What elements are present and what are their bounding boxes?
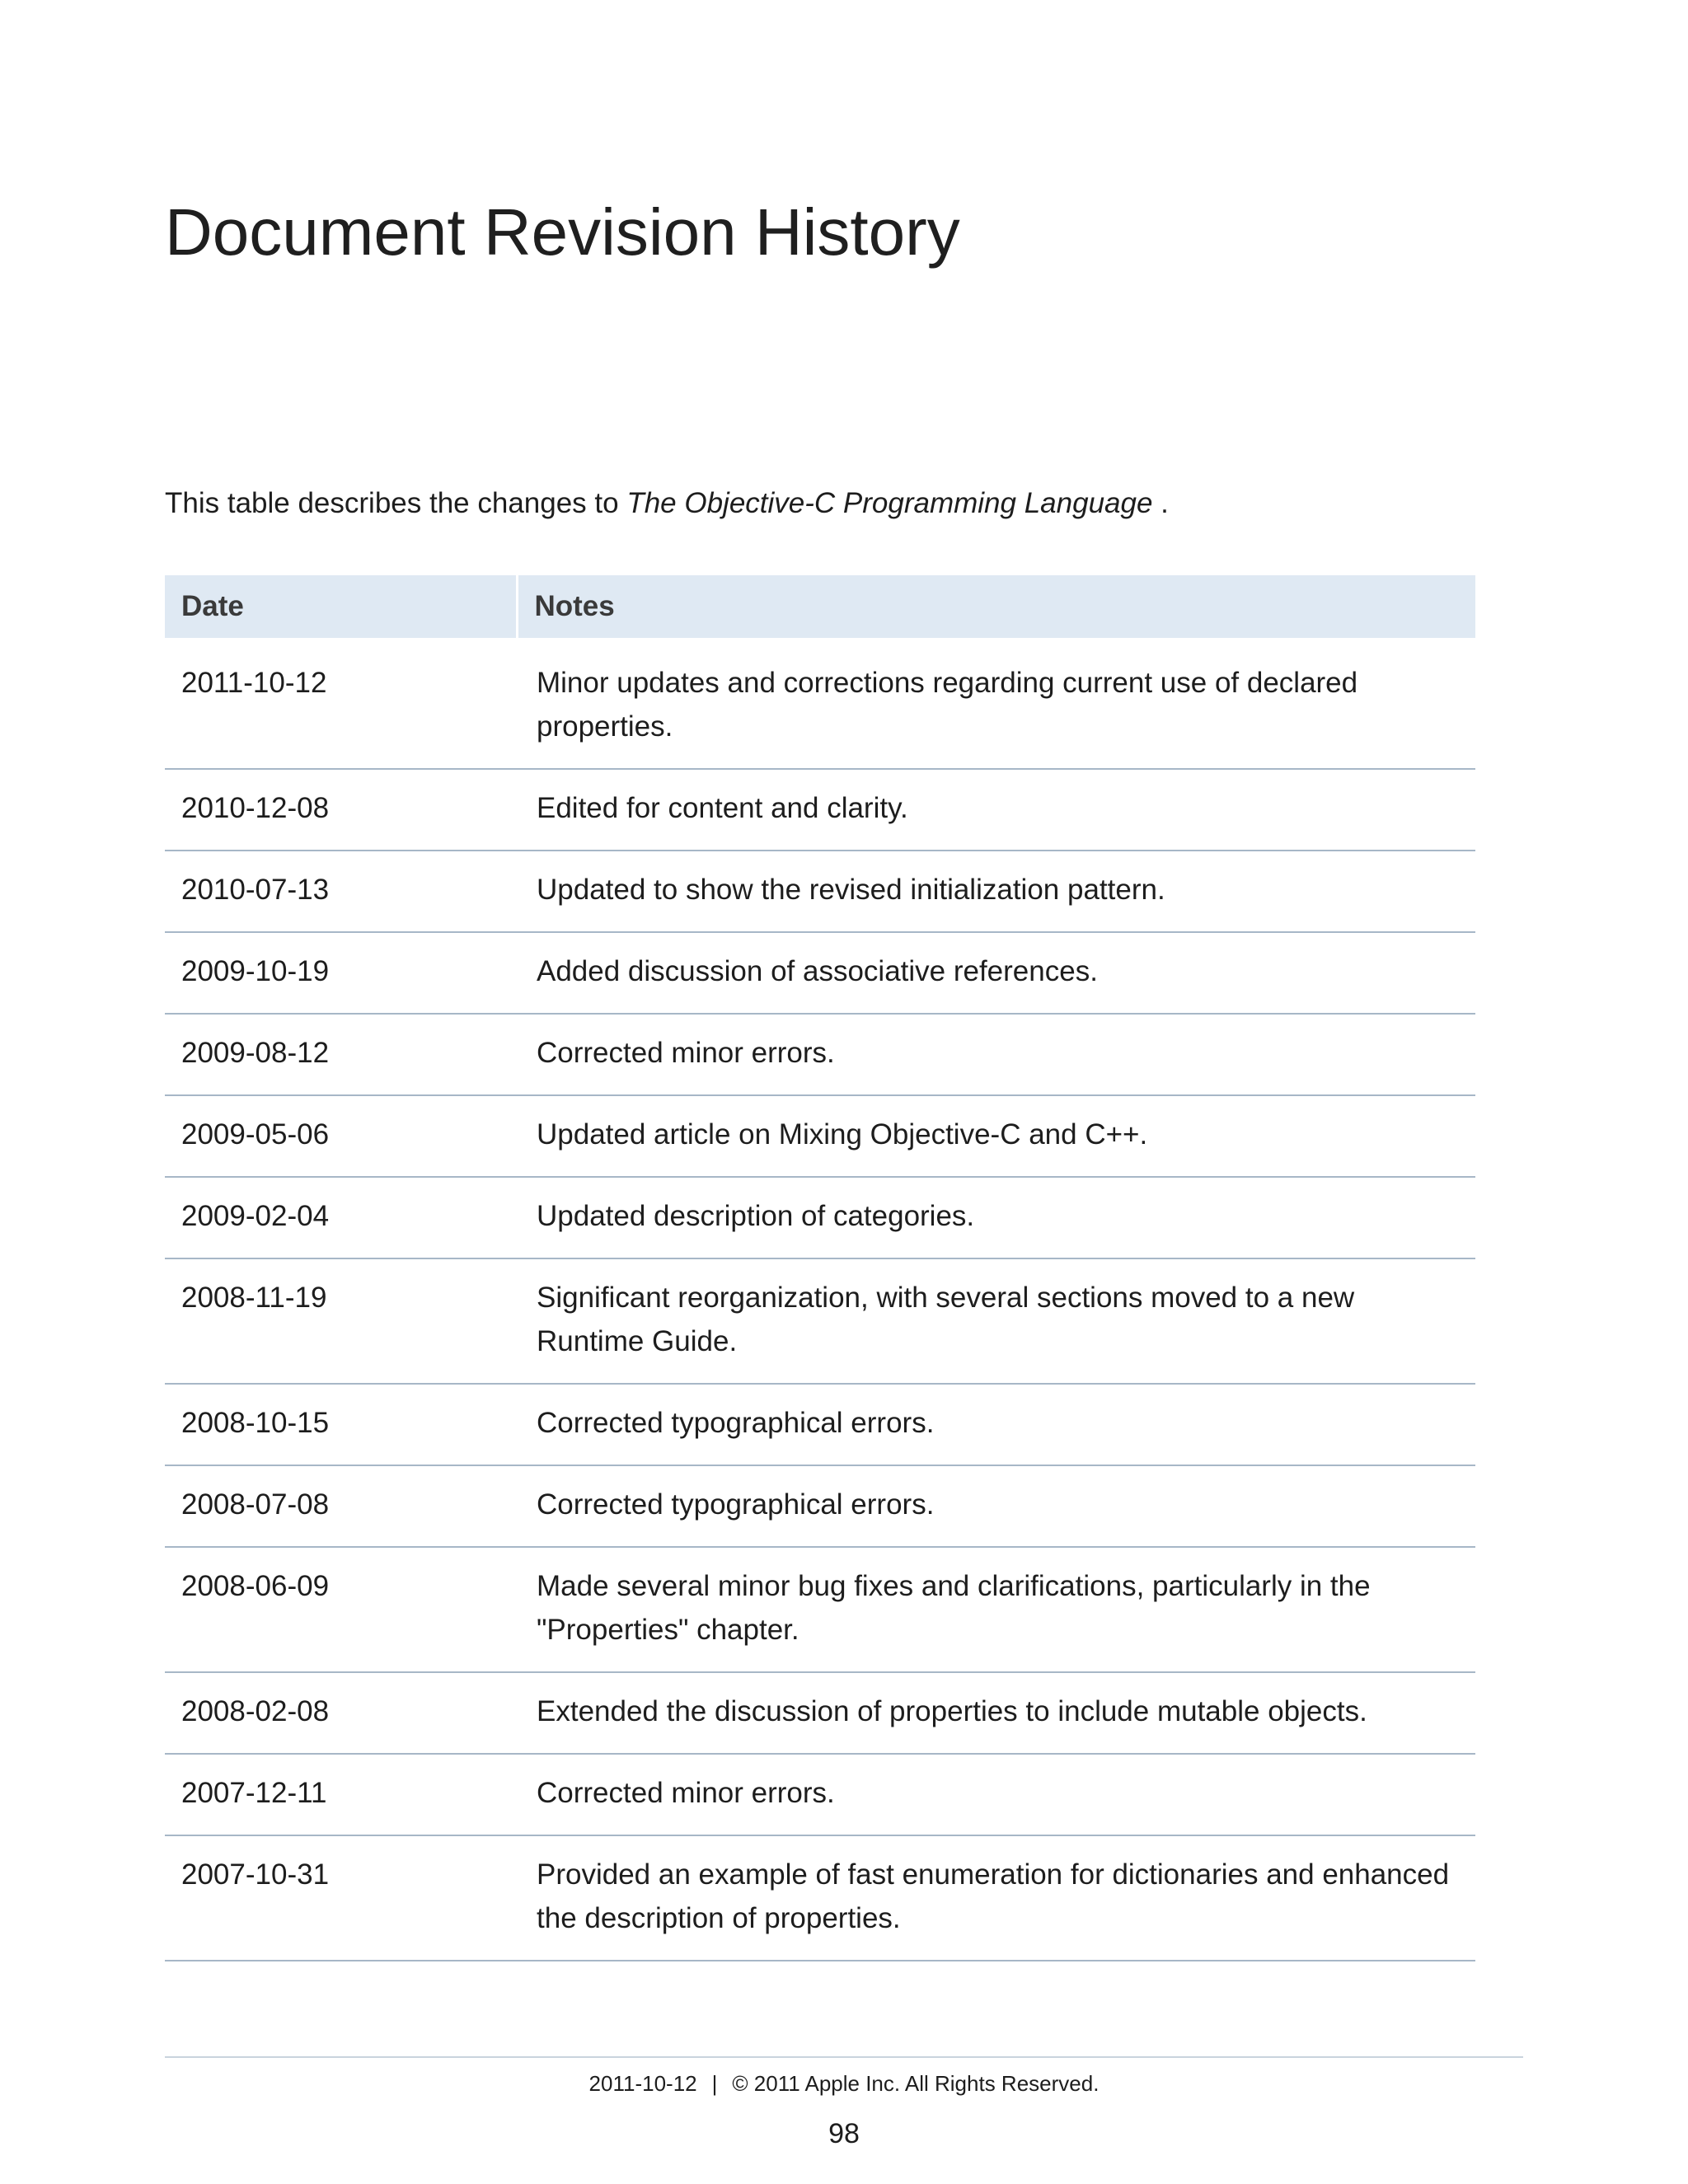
date-column-header: Date	[165, 575, 517, 638]
notes-cell: Corrected typographical errors.	[517, 1465, 1475, 1547]
book-title: The Objective-C Programming Language	[626, 487, 1153, 519]
table-row	[165, 932, 1475, 1014]
table-body	[165, 638, 1475, 1961]
intro-suffix: .	[1152, 487, 1169, 519]
notes-cell: Provided an example of fast enumeration for dictionaries and enhanced the description of properties.	[517, 1835, 1475, 1961]
table-header-row	[165, 575, 1475, 638]
notes-cell: Significant reorganization, with several sections moved to a new Runtime Guide.	[517, 1258, 1475, 1384]
intro-text	[165, 482, 1169, 525]
notes-cell: Corrected typographical errors.	[517, 1384, 1475, 1465]
date-cell: 2009-02-04	[165, 1177, 517, 1258]
notes-cell: Updated description of categories.	[517, 1177, 1475, 1258]
table-row	[165, 1014, 1475, 1095]
table-row	[165, 769, 1475, 851]
date-cell: 2008-11-19	[165, 1258, 517, 1384]
table-row	[165, 1095, 1475, 1177]
footer-separator: |	[711, 2071, 718, 2096]
page-title: Document Revision History	[165, 195, 960, 269]
table-header	[165, 575, 1475, 638]
table-row	[165, 1465, 1475, 1547]
date-cell: 2008-02-08	[165, 1672, 517, 1754]
notes-cell: Added discussion of associative references.	[517, 932, 1475, 1014]
notes-column-header: Notes	[517, 575, 1475, 638]
table-row	[165, 1177, 1475, 1258]
notes-cell: Corrected minor errors.	[517, 1014, 1475, 1095]
date-cell: 2007-12-11	[165, 1754, 517, 1835]
date-cell: 2011-10-12	[165, 638, 517, 769]
date-cell: 2010-07-13	[165, 851, 517, 932]
notes-cell: Updated article on Mixing Objective-C and C++.	[517, 1095, 1475, 1177]
date-cell: 2009-05-06	[165, 1095, 517, 1177]
table-row	[165, 1835, 1475, 1961]
table-row	[165, 638, 1475, 769]
page-footer	[0, 2067, 1688, 2100]
date-cell: 2008-10-15	[165, 1384, 517, 1465]
footer-divider	[165, 2056, 1523, 2058]
date-cell: 2007-10-31	[165, 1835, 517, 1961]
date-cell: 2009-08-12	[165, 1014, 517, 1095]
notes-cell: Extended the discussion of properties to include mutable objects.	[517, 1672, 1475, 1754]
footer-date: 2011-10-12	[588, 2071, 697, 2096]
intro-prefix: This table describes the changes to	[165, 487, 627, 519]
page-number: 98	[828, 2118, 860, 2149]
notes-cell: Corrected minor errors.	[517, 1754, 1475, 1835]
date-cell: 2008-06-09	[165, 1547, 517, 1672]
revision-history-table	[165, 575, 1475, 1961]
date-cell: 2009-10-19	[165, 932, 517, 1014]
footer-copyright: © 2011 Apple Inc. All Rights Reserved.	[732, 2071, 1100, 2096]
table-row	[165, 851, 1475, 932]
notes-cell: Minor updates and corrections regarding current use of declared properties.	[517, 638, 1475, 769]
table-row	[165, 1384, 1475, 1465]
date-cell: 2008-07-08	[165, 1465, 517, 1547]
date-cell: 2010-12-08	[165, 769, 517, 851]
table-row	[165, 1672, 1475, 1754]
notes-cell: Updated to show the revised initialization pattern.	[517, 851, 1475, 932]
table-row	[165, 1547, 1475, 1672]
notes-cell: Made several minor bug fixes and clarifications, particularly in the "Properties" chapter.	[517, 1547, 1475, 1672]
table-row	[165, 1258, 1475, 1384]
table-row	[165, 1754, 1475, 1835]
notes-cell: Edited for content and clarity.	[517, 769, 1475, 851]
